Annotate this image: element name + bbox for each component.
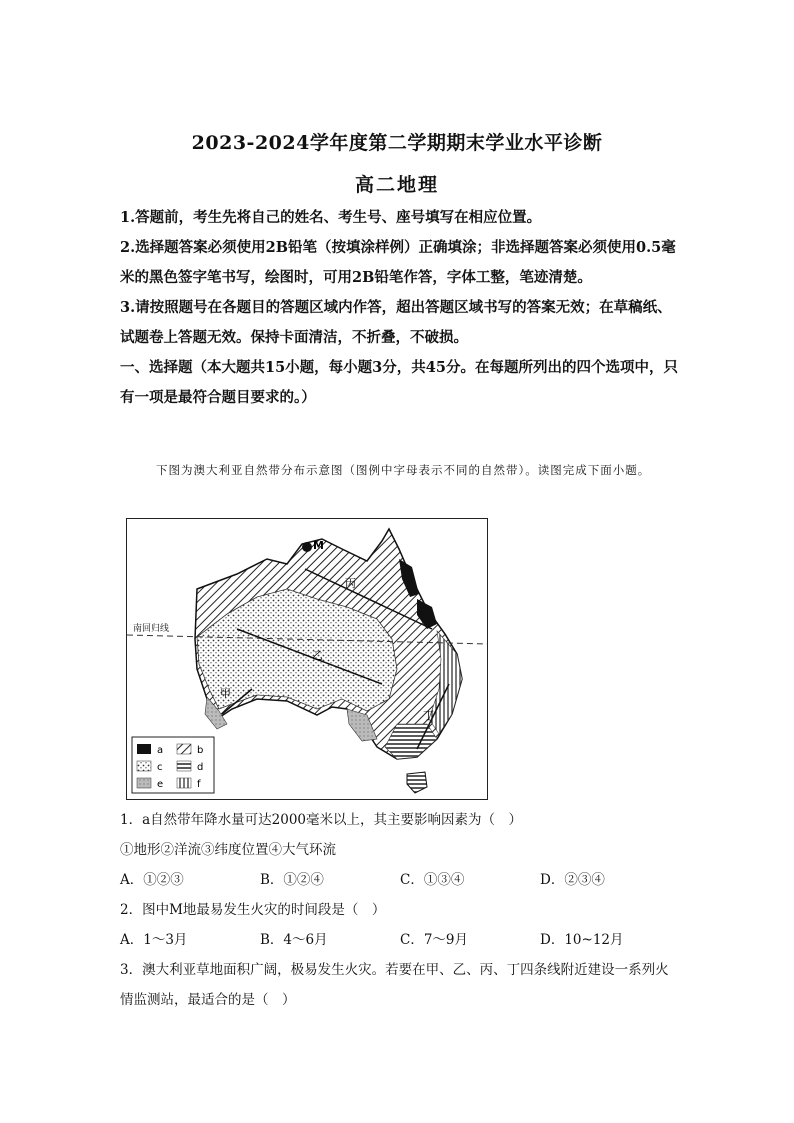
exam-instructions xyxy=(120,203,680,413)
instruction-1: 1.答题前，考生先将自己的姓名、考生号、座号填写在相应位置。 xyxy=(120,209,542,226)
label-yi: 乙 xyxy=(312,649,323,662)
question-3-stem: 3．澳大利亚草地面积广阔，极易发生火灾。若要在甲、乙、丙、丁四条线附近建设一系列火情监测站，最适合的是（ ） xyxy=(120,962,669,1008)
legend-f: f xyxy=(197,779,201,790)
exam-title: 2023-2024学年度第二学期期末学业水平诊断 xyxy=(191,132,603,154)
legend-c: c xyxy=(157,762,163,773)
instruction-3: 3.请按照题号在各题目的答题区域内作答，超出答题区域书写的答案无效；在草稿纸、试题卷上答题无效。保持卡面清洁，不折叠，不破损。 xyxy=(120,299,672,346)
question-list xyxy=(120,805,680,1015)
question-2-options xyxy=(120,925,680,955)
exam-subject: 高二地理 xyxy=(354,174,439,196)
legend-d: d xyxy=(197,762,204,773)
question-1-option-d[interactable]: D．②③④ xyxy=(540,872,605,888)
legend-e: e xyxy=(157,779,164,790)
instruction-2: 2.选择题答案必须使用2B铅笔（按填涂样例）正确填涂；非选择题答案必须使用0.5毫米的黑色签字笔书写，绘图时，可用2B铅笔作答，字体工整，笔迹清楚。 xyxy=(120,239,676,286)
question-2-stem: 2．图中M地最易发生火灾的时间段是（ ） xyxy=(120,902,386,918)
question-1-options xyxy=(120,865,680,895)
question-2-option-b[interactable]: B．4～6月 xyxy=(260,932,328,948)
question-1-option-b[interactable]: B．①②④ xyxy=(260,872,324,888)
label-bing: 丙 xyxy=(345,577,356,590)
question-1-option-c[interactable]: C．①③④ xyxy=(400,872,465,888)
question-1-stem: 1．a自然带年降水量可达2000毫米以上，其主要影响因素为（ ） xyxy=(120,812,522,828)
question-1-option-a[interactable]: A．①②③ xyxy=(120,872,184,888)
question-2-option-c[interactable]: C．7～9月 xyxy=(400,932,469,948)
point-m-label: M xyxy=(313,539,324,552)
section-heading: 一、选择题（本大题共15小题，每小题3分，共45分。在每题所列出的四个选项中，只有一项是最符合题目要求的。） xyxy=(120,359,678,406)
tasmania xyxy=(407,772,427,793)
label-ding: 丁 xyxy=(423,709,434,722)
tropic-label: 南回归线 xyxy=(133,624,170,634)
figure-intro-text: 下图为澳大利亚自然带分布示意图（图例中字母表示不同的自然带）。读图完成下面小题。 xyxy=(156,463,651,477)
legend-a: a xyxy=(157,745,164,756)
legend-b: b xyxy=(197,745,204,756)
australia-map xyxy=(127,519,487,799)
point-m-marker xyxy=(302,542,312,552)
question-2-option-d[interactable]: D．10~12月 xyxy=(540,932,624,948)
australia-map-figure xyxy=(126,518,488,800)
question-2-option-a[interactable]: A．1～3月 xyxy=(120,932,188,948)
map-legend xyxy=(132,737,214,793)
figure-intro xyxy=(120,455,680,485)
label-jia: 甲 xyxy=(220,687,231,700)
question-1-factors: ①地形②洋流③纬度位置④大气环流 xyxy=(120,842,336,858)
